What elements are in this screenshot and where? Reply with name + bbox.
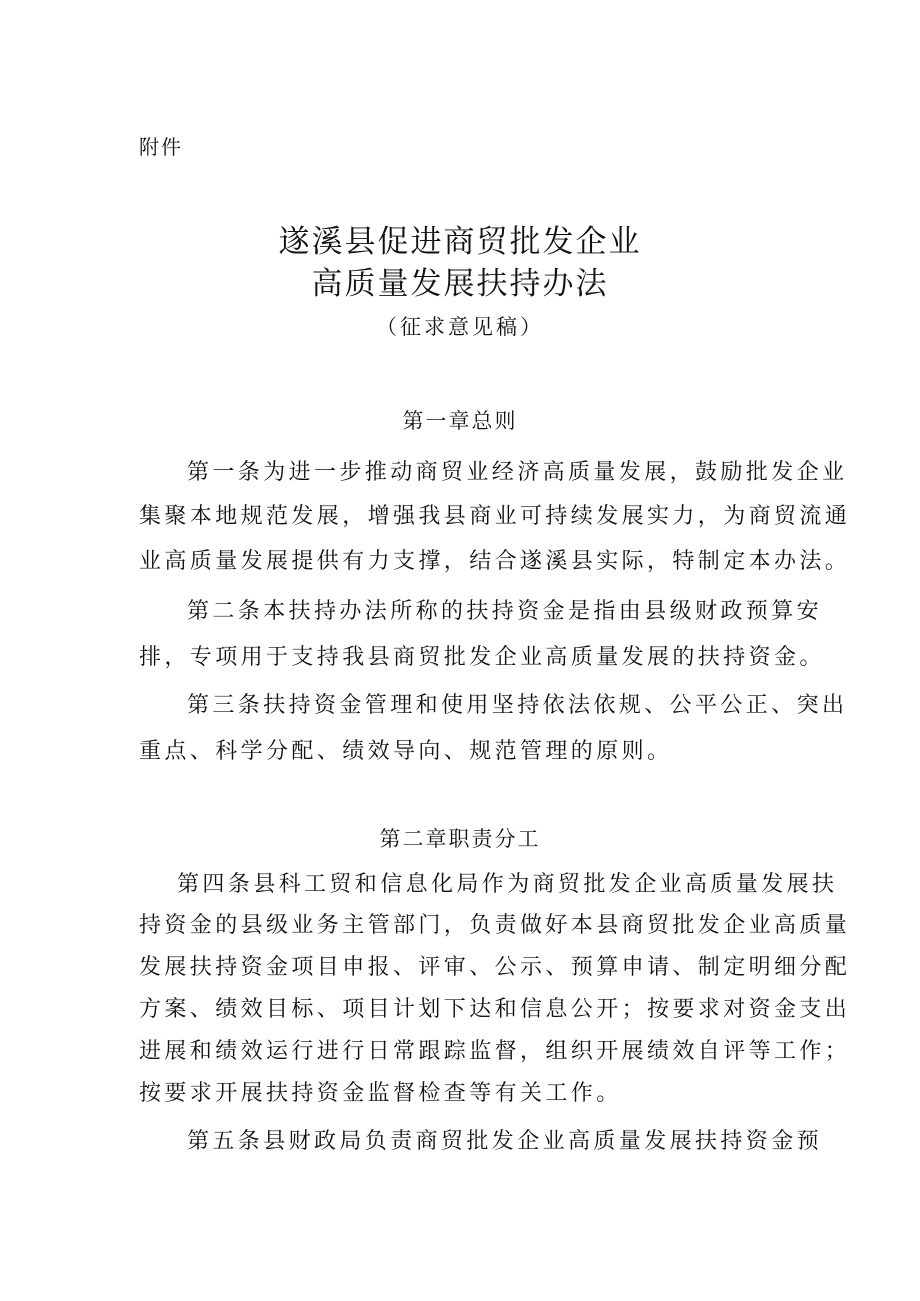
article-4-line-2: 持资金的县级业务主管部门，负责做好本县商贸批发企业高质量 [139,913,851,938]
article-2-line-1: 第二条本扶持办法所称的扶持资金是指由县级财政预算安 [187,599,823,624]
document-subtitle: （征求意见稿） [376,315,544,339]
article-5-line-1: 第五条县财政局负责商贸批发企业高质量发展扶持资金预 [187,1129,823,1154]
article-1-line-1: 第一条为进一步推动商贸业经济高质量发展，鼓励批发企业 [187,460,848,485]
document-title-line-2: 高质量发展扶持办法 [311,266,609,302]
article-3-line-2: 重点、科学分配、绩效导向、规范管理的原则。 [139,739,673,764]
chapter-1-heading: 第一章总则 [402,409,518,433]
article-4-line-6: 按要求开展扶持资金监督检查等有关工作。 [139,1081,622,1106]
article-4-line-4: 方案、绩效目标、项目计划下达和信息公开；按要求对资金支出 [139,997,851,1022]
article-1-line-2: 集聚本地规范发展，增强我县商业可持续发展实力，为商贸流通 [139,504,851,529]
article-2-line-2: 排，专项用于支持我县商贸批发企业高质量发展的扶持资金。 [139,645,825,670]
document-title-line-1: 遂溪县促进商贸批发企业 [278,224,642,260]
article-1-line-3: 业高质量发展提供有力支撑，结合遂溪县实际，特制定本办法。 [139,549,851,574]
article-4-line-3: 发展扶持资金项目申报、评审、公示、预算申请、制定明细分配 [139,955,851,980]
article-4-line-5: 进展和绩效运行进行日常跟踪监督，组织开展绩效自评等工作； [139,1039,851,1064]
chapter-2-heading: 第二章职责分工 [379,827,541,851]
article-3-line-1: 第三条扶持资金管理和使用坚持依法依规、公平公正、突出 [187,693,848,718]
attachment-label: 附件 [139,135,183,159]
article-4-line-1: 第四条县科工贸和信息化局作为商贸批发企业高质量发展扶 [177,872,838,897]
